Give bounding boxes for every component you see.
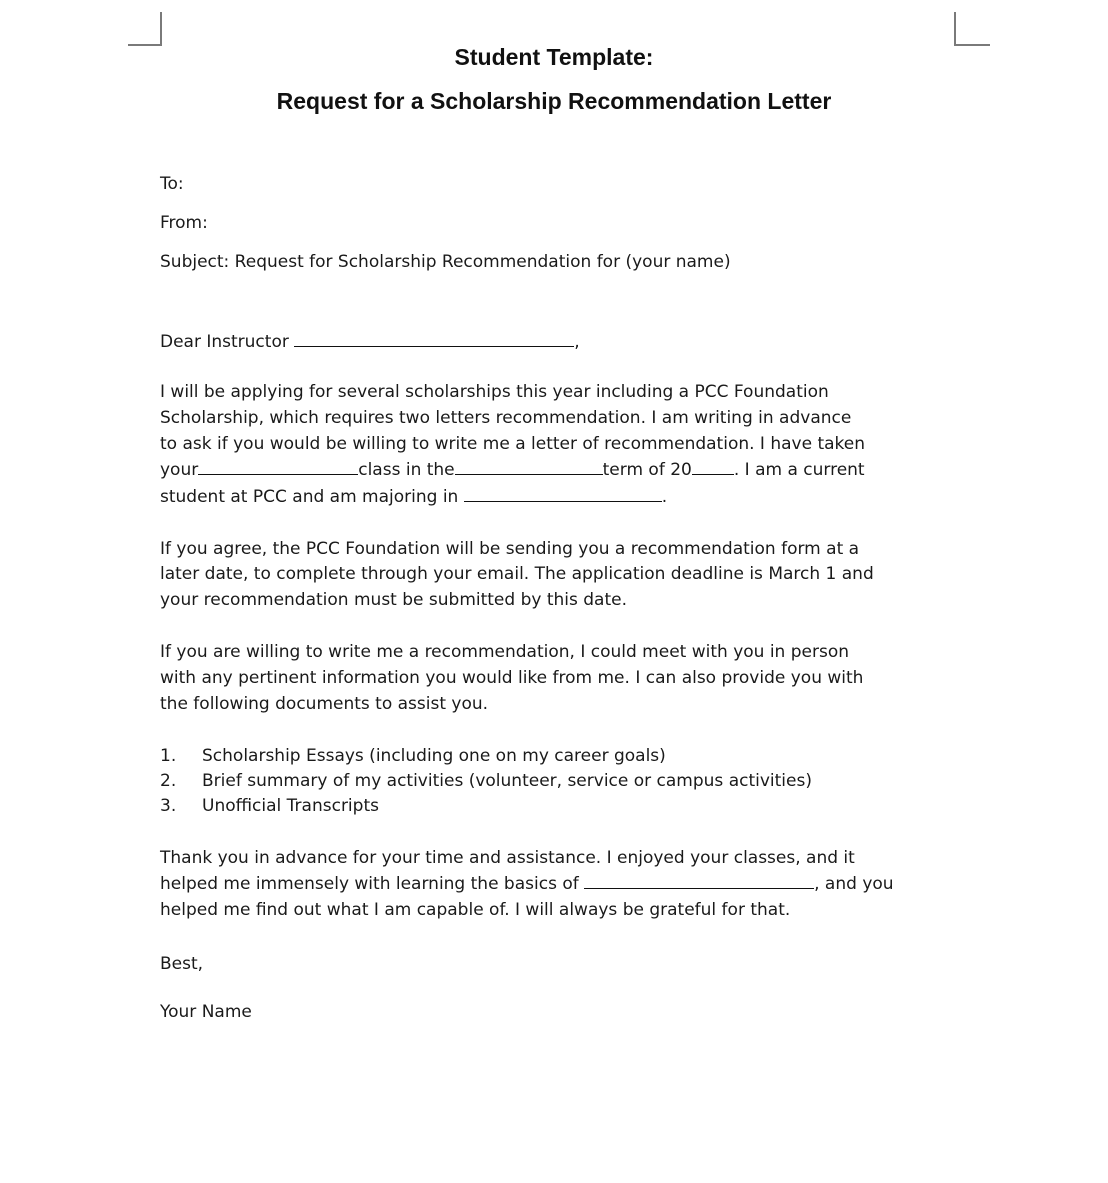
term-blank [455,460,603,475]
list-item [160,746,666,766]
signature: Your Name [160,1002,252,1022]
to-line: To: [160,174,184,194]
document-title: Student Template: [454,44,654,70]
paragraph-line: with any pertinent information you would like from me. I can also provide you with [160,668,864,688]
list-text: Brief summary of my activities (volunteer, service or campus activities) [202,771,812,791]
list-number: 3. [160,796,177,816]
paragraph-text: helped me immensely with learning the basics of [160,874,579,894]
paragraph-line [160,874,894,894]
paragraph-line: later date, to complete through your email. The application deadline is March 1 and [160,564,874,584]
list-item [160,771,812,791]
paragraph-line [160,487,667,507]
paragraph-line: If you agree, the PCC Foundation will be sending you a recommendation form at a [160,539,860,559]
paragraph-text: . I am a current [733,460,865,480]
paragraph-text: your [160,460,199,480]
closing: Best, [160,954,204,974]
paragraph-line: your recommendation must be submitted by this date. [160,590,628,610]
subject-basics-blank [584,874,814,889]
crop-mark-left [128,12,162,46]
paragraph-line: I will be applying for several scholarships this year including a PCC Foundation [160,382,829,402]
major-blank [464,487,662,502]
paragraph-line: helped me find out what I am capable of. I will always be grateful for that. [160,900,791,920]
paragraph-line: Thank you in advance for your time and assistance. I enjoyed your classes, and it [160,848,855,868]
paragraph-text: class in the [358,460,455,480]
list-text: Unofficial Transcripts [202,796,379,816]
paragraph-line: to ask if you would be willing to write me a letter of recommendation. I have taken [160,434,866,454]
salutation [160,332,580,352]
paragraph-line: Scholarship, which requires two letters recommendation. I am writing in advance [160,408,852,428]
year-blank [692,460,734,475]
paragraph-line: the following documents to assist you. [160,694,489,714]
list-number: 2. [160,771,177,791]
paragraph-text: , and you [814,874,894,894]
list-number: 1. [160,746,177,766]
salutation-end: , [574,332,580,352]
salutation-text: Dear Instructor [160,332,289,352]
paragraph-line: If you are willing to write me a recommendation, I could meet with you in person [160,642,850,662]
document-subtitle: Request for a Scholarship Recommendation Letter [276,88,832,114]
paragraph-line [160,460,865,480]
crop-mark-right [954,12,990,46]
instructor-name-blank [294,332,574,347]
class-blank [198,460,358,475]
paragraph-text: term of 20 [602,460,692,480]
subject-line: Subject: Request for Scholarship Recommendation for (your name) [160,252,731,272]
from-line: From: [160,213,208,233]
list-text: Scholarship Essays (including one on my career goals) [202,746,666,766]
list-item [160,796,379,816]
paragraph-text: . [661,487,668,507]
paragraph-text: student at PCC and am majoring in [160,487,459,507]
